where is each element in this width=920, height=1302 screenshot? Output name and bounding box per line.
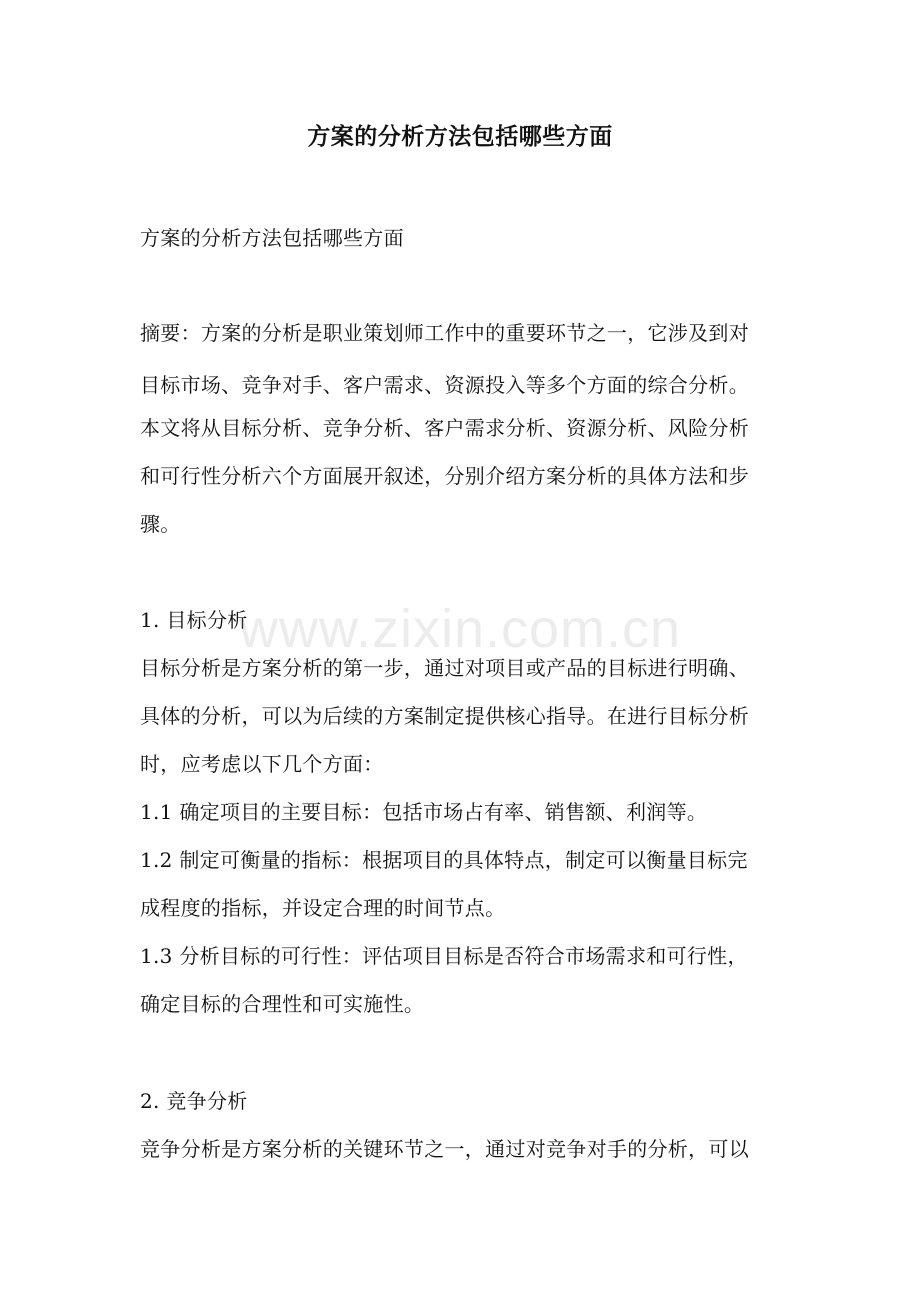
abstract-line: 骤。	[140, 512, 181, 536]
section-heading-1: 1. 目标分析	[140, 608, 248, 632]
section2-line: 竞争分析是方案分析的关键环节之一，通过对竞争对手的分析，可以	[140, 1137, 749, 1161]
section1-item-1-3: 1.3 分析目标的可行性：评估项目目标是否符合市场需求和可行性，	[140, 944, 748, 968]
abstract-line: 目标市场、竞争对手、客户需求、资源投入等多个方面的综合分析。	[140, 373, 749, 397]
section1-line: 目标分析是方案分析的第一步，通过对项目或产品的目标进行明确、	[140, 656, 749, 680]
section-heading-2: 2. 竞争分析	[140, 1089, 248, 1113]
section1-item-1-2: 1.2 制定可衡量的指标：根据项目的具体特点，制定可以衡量目标完	[140, 848, 748, 872]
section1-line: 成程度的指标，并设定合理的时间节点。	[140, 896, 506, 920]
section1-item-1-1: 1.1 确定项目的主要目标：包括市场占有率、销售额、利润等。	[140, 800, 708, 824]
section1-line: 时，应考虑以下几个方面：	[140, 752, 384, 776]
watermark: www.zixin.com.cn	[238, 599, 682, 659]
document-title: 方案的分析方法包括哪些方面	[307, 123, 613, 150]
section1-line: 具体的分析，可以为后续的方案制定提供核心指导。在进行目标分析	[140, 704, 749, 728]
section1-line: 确定目标的合理性和可实施性。	[140, 992, 425, 1016]
document-subtitle: 方案的分析方法包括哪些方面	[140, 226, 404, 250]
abstract-line: 和可行性分析六个方面展开叙述，分别介绍方案分析的具体方法和步	[140, 464, 749, 488]
abstract-line: 本文将从目标分析、竞争分析、客户需求分析、资源分析、风险分析	[140, 416, 749, 440]
abstract-line: 摘要：方案的分析是职业策划师工作中的重要环节之一，它涉及到对	[140, 321, 749, 345]
